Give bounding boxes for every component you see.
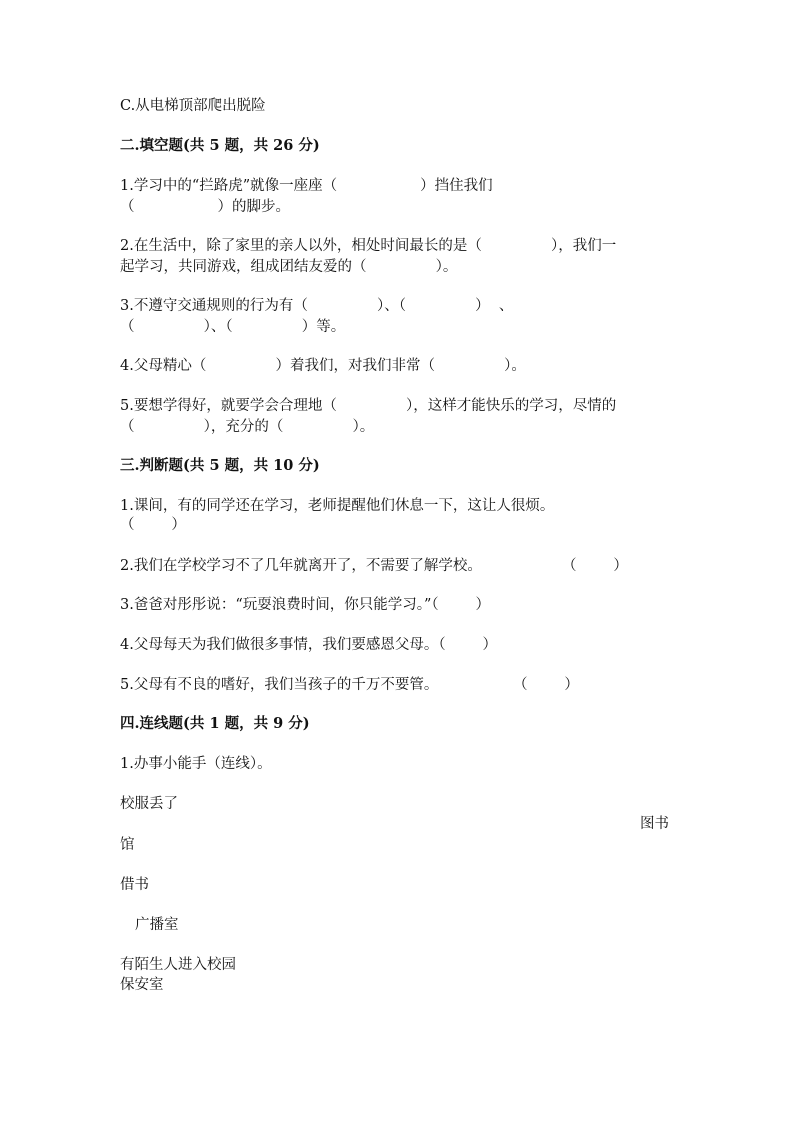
- match-item-uniform-lost: 校服丢了: [120, 796, 178, 812]
- fill-q1-line2: （ ）的脚步。: [120, 199, 290, 215]
- judge-q4-text: 4.父母每天为我们做很多事情，我们要感恩父母。（ ）: [120, 637, 497, 653]
- judge-q5-text: 5.父母有不良的嗜好，我们当孩子的千万不要管。: [120, 677, 439, 693]
- judge-q1-line1: 1.课间，有的同学还在学习，老师提醒他们休息一下，这让人很烦。: [120, 498, 555, 514]
- judge-q3-text: 3.爸爸对彤彤说：“玩耍浪费时间，你只能学习。”（ ）: [120, 597, 491, 613]
- judge-q2-answer-paren: （ ）: [562, 558, 628, 574]
- previous-option-c: C.从电梯顶部爬出脱险: [120, 98, 266, 114]
- fill-q1-line1: 1.学习中的“拦路虎”就像一座座（ ）挡住我们: [120, 178, 493, 194]
- section-2-heading: 二.填空题(共 5 题，共 26 分): [120, 137, 320, 154]
- fill-q2-line2: 起学习，共同游戏，组成团结友爱的（ ）。: [120, 259, 458, 275]
- fill-q3-line2: （ ）、（ ）等。: [120, 319, 346, 335]
- match-item-borrow-books: 借书: [120, 877, 149, 893]
- fill-q3-line1: 3.不遵守交通规则的行为有（ ）、（ ） 、: [120, 298, 514, 314]
- match-item-library-part2: 馆: [120, 837, 135, 853]
- fill-q2-line1: 2.在生活中，除了家里的亲人以外，相处时间最长的是（ ），我们一: [120, 238, 617, 254]
- fill-q5-line2: （ ），充分的（ ）。: [120, 419, 375, 435]
- match-item-stranger-enters: 有陌生人进入校园: [120, 957, 236, 973]
- section-4-heading: 四.连线题(共 1 题，共 9 分): [120, 715, 310, 732]
- judge-q5-answer-paren: （ ）: [513, 677, 579, 693]
- match-item-library-part1: 图书: [640, 816, 669, 832]
- judge-q2-text: 2.我们在学校学习不了几年就离开了，不需要了解学校。: [120, 558, 482, 574]
- match-item-broadcast-room: 广播室: [135, 917, 179, 933]
- section-3-heading: 三.判断题(共 5 题，共 10 分): [120, 457, 320, 474]
- match-q1-text: 1.办事小能手（连线）。: [120, 756, 272, 772]
- match-item-security-room: 保安室: [120, 977, 164, 993]
- fill-q5-line1: 5.要想学得好，就要学会合理地（ ），这样才能快乐的学习，尽情的: [120, 398, 617, 414]
- fill-q4-line1: 4.父母精心（ ）着我们，对我们非常（ ）。: [120, 358, 526, 374]
- judge-q1-answer-paren: （ ）: [120, 517, 186, 533]
